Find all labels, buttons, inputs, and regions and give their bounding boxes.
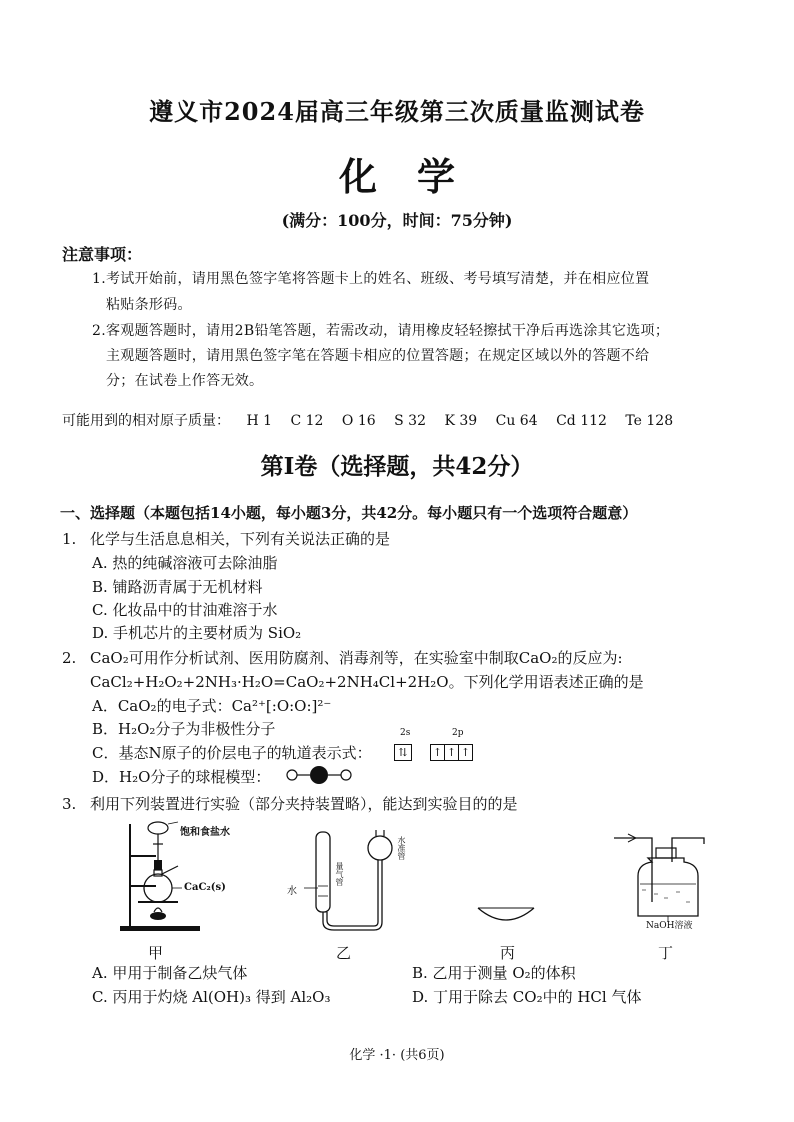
water-ball-stick-model	[284, 764, 356, 786]
orbital-cell: ⇅	[394, 744, 412, 761]
q2-option-a: A．CaO₂的电子式：Ca²⁺[:O:O:]²⁻	[92, 697, 332, 715]
atomic-mass: Cu 64	[495, 413, 538, 429]
orbital-2s-label: 2s	[400, 728, 411, 738]
orbital-2p-box	[430, 742, 473, 761]
orbital-2s-box	[394, 742, 412, 761]
q1-option-d: D. 手机芯片的主要材质为 SiO₂	[92, 624, 302, 642]
q2-option-d: D．H₂O分子的球棍模型：	[92, 768, 271, 786]
q3-option-d: D. 丁用于除去 CO₂中的 HCl 气体	[412, 988, 642, 1006]
apparatus-bing-drawing	[476, 902, 536, 928]
notice-item-2-line-1: 2.客观题答题时，请用2B铅笔答题，若需改动，请用橡皮轻轻擦拭干净后再选涂其它选项；	[92, 323, 670, 339]
question-number: 1.	[62, 530, 77, 548]
atomic-masses-label: 可能用到的相对原子质量：	[62, 413, 230, 429]
atomic-mass: Cd 112	[556, 413, 607, 429]
question-number: 2.	[62, 649, 77, 667]
label-gas-tube: 量气管	[335, 862, 344, 886]
orbital-cell: ↑	[460, 746, 471, 759]
atomic-mass: Te 128	[625, 413, 674, 429]
label-water-level-tube: 水准管	[397, 836, 406, 860]
q3-option-c: C. 丙用于灼烧 Al(OH)₃ 得到 Al₂O₃	[92, 988, 331, 1006]
q3-option-a: A. 甲用于制备乙炔气体	[92, 964, 248, 982]
orbital-cell: ↑	[445, 745, 459, 760]
notice-heading: 注意事项：	[62, 245, 143, 264]
question-number: 3.	[62, 795, 77, 813]
figure-label-yi: 乙	[336, 944, 352, 962]
question-stem-line-2: CaCl₂+H₂O₂+2NH₃·H₂O=CaO₂+2NH₄Cl+2H₂O。下列化学用语表述正确的是	[90, 673, 644, 691]
q2-option-c: C．基态N原子的价层电子的轨道表示式：	[92, 744, 372, 762]
section-title: 第Ⅰ卷（选择题，共42分）	[260, 453, 534, 480]
question-1	[62, 528, 390, 549]
exam-title: 遵义市2024届高三年级第三次质量监测试卷	[149, 97, 645, 126]
label-cac2: CaC₂(s)	[184, 882, 226, 893]
label-saturated-brine: 饱和食盐水	[180, 827, 230, 838]
score-time: (满分：100分，时间：75分钟)	[281, 211, 513, 230]
q1-option-c: C. 化妆品中的甘油难溶于水	[92, 601, 278, 619]
question-stem: 利用下列装置进行实验（部分夹持装置略），能达到实验目的的是	[90, 795, 518, 813]
label-naoh: NaOH溶液	[646, 921, 693, 931]
atomic-masses	[62, 410, 687, 430]
q2-option-b: B．H₂O₂分子为非极性分子	[92, 720, 276, 738]
orbital-cell: ↑	[431, 745, 445, 760]
atomic-mass: S 32	[394, 413, 426, 429]
question-stem-line-1: CaO₂可用作分析试剂、医用防腐剂、消毒剂等，在实验室中制取CaO₂的反应为:	[90, 649, 623, 667]
orbital-2p-group	[430, 744, 473, 761]
atomic-mass: C 12	[290, 413, 324, 429]
q1-option-b: B. 铺路沥青属于无机材料	[92, 578, 263, 596]
question-stem: 化学与生活息息相关，下列有关说法正确的是	[90, 530, 391, 548]
apparatus-ding-drawing	[612, 832, 712, 922]
apparatus-yi-drawing	[300, 826, 410, 936]
question-3	[62, 793, 518, 814]
section-heading: 一、选择题（本题包括14小题，每小题3分，共42分。每小题只有一个选项符合题意）	[60, 504, 638, 522]
notice-item-1-line-1: 1.考试开始前，请用黑色签字笔将答题卡上的姓名、班级、考号填写清楚，并在相应位置	[92, 271, 650, 287]
label-water: 水	[287, 886, 297, 897]
notice-item-2-line-3: 分；在试卷上作答无效。	[106, 373, 264, 389]
figure-label-bing: 丙	[500, 944, 516, 962]
atomic-mass: O 16	[341, 413, 376, 429]
atomic-mass: H 1	[246, 413, 273, 429]
orbital-2p-label: 2p	[452, 728, 464, 738]
q1-option-a: A. 热的纯碱溶液可去除油脂	[92, 554, 278, 572]
subject-title: 化学	[338, 154, 495, 199]
figure-label-ding: 丁	[658, 944, 674, 962]
question-2	[62, 647, 623, 668]
notice-item-1-line-2: 粘贴条形码。	[106, 297, 192, 313]
notice-item-2-line-2: 主观题答题时，请用黑色签字笔在答题卡相应的位置答题；在规定区域以外的答题不给	[106, 348, 650, 364]
page-footer: 化学 ·1· (共6页)	[349, 1048, 445, 1063]
atomic-mass: K 39	[444, 413, 478, 429]
figure-label-jia: 甲	[148, 944, 164, 962]
q3-option-b: B. 乙用于测量 O₂的体积	[412, 964, 576, 982]
